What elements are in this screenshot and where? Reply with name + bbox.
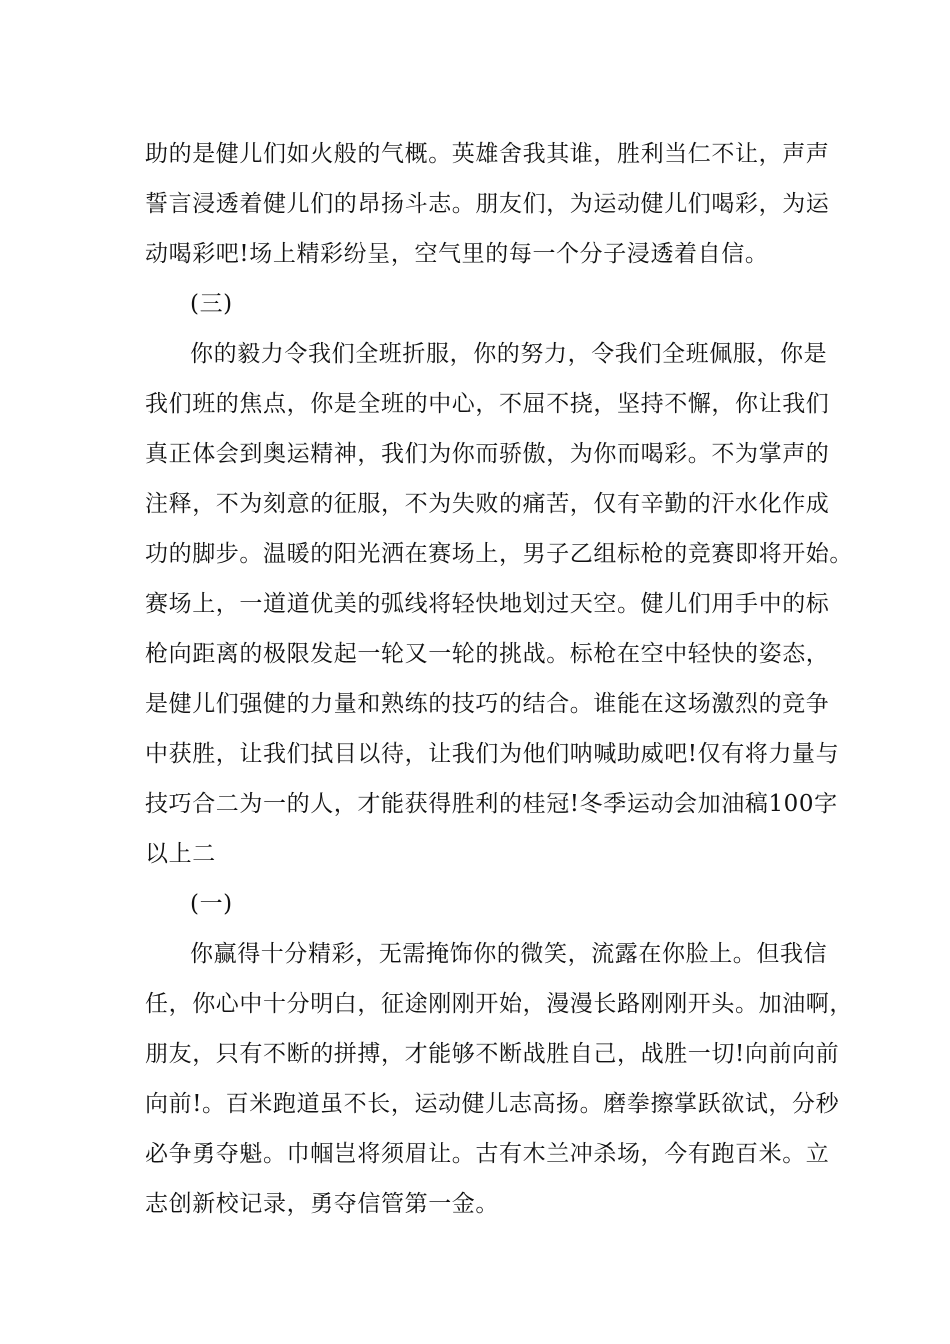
- text-line: 向前!。百米跑道虽不长，运动健儿志高扬。磨拳擦掌跃欲试，分秒: [145, 1091, 840, 1117]
- text-line: 枪向距离的极限发起一轮又一轮的挑战。标枪在空中轻快的姿态，: [145, 641, 830, 667]
- text-line: 注释，不为刻意的征服，不为失败的痛苦，仅有辛勤的汗水化作成: [145, 491, 830, 517]
- text-line: 我们班的焦点，你是全班的中心，不屈不挠，坚持不懈，你让我们: [145, 391, 830, 417]
- text-line: 中获胜，让我们拭目以待，让我们为他们呐喊助威吧!仅有将力量与: [145, 741, 840, 767]
- text-line: 誓言浸透着健儿们的昂扬斗志。朋友们，为运动健儿们喝彩，为运: [145, 191, 830, 217]
- text-line: 必争勇夺魁。巾帼岂将须眉让。古有木兰冲杀场，今有跑百米。立: [145, 1141, 830, 1167]
- text-line: 任，你心中十分明白，征途刚刚开始，漫漫长路刚刚开头。加油啊，: [145, 991, 853, 1017]
- text-line: 助的是健儿们如火般的气概。英雄舍我其谁，胜利当仁不让，声声: [145, 141, 830, 167]
- text-line: 功的脚步。温暖的阳光洒在赛场上，男子乙组标枪的竞赛即将开始。: [145, 541, 853, 567]
- section-heading: (一): [190, 891, 233, 917]
- paragraph-first-line: 你赢得十分精彩，无需掩饰你的微笑，流露在你脸上。但我信: [190, 941, 828, 967]
- text-line: 动喝彩吧!场上精彩纷呈，空气里的每一个分子浸透着自信。: [145, 241, 769, 267]
- text-line: 真正体会到奥运精神，我们为你而骄傲，为你而喝彩。不为掌声的: [145, 441, 830, 467]
- paragraph-first-line: 你的毅力令我们全班折服，你的努力，令我们全班佩服，你是: [190, 341, 828, 367]
- text-line: 是健儿们强健的力量和熟练的技巧的结合。谁能在这场激烈的竞争: [145, 691, 830, 717]
- text-line: 赛场上，一道道优美的弧线将轻快地划过天空。健儿们用手中的标: [145, 591, 830, 617]
- text-line: 志创新校记录，勇夺信管第一金。: [145, 1191, 499, 1217]
- text-line: 技巧合二为一的人，才能获得胜利的桂冠!冬季运动会加油稿100字: [145, 791, 838, 817]
- text-line: 以上二: [145, 841, 216, 867]
- text-line: 朋友，只有不断的拼搏，才能够不断战胜自己，战胜一切!向前向前: [145, 1041, 840, 1067]
- section-heading: (三): [190, 291, 233, 317]
